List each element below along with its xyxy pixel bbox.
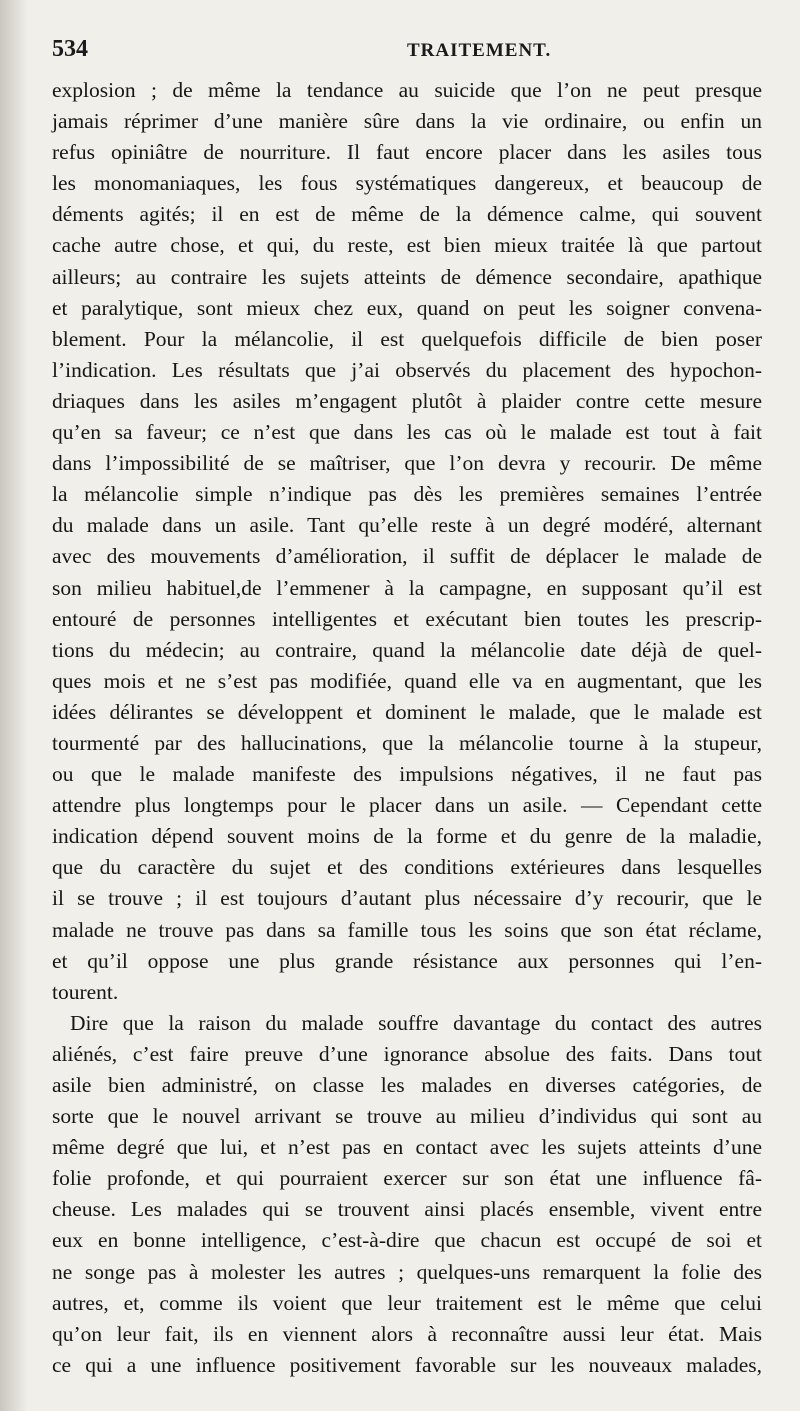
text-line: blement. Pour la mélancolie, il est quelquefois difficile de bien poser	[52, 326, 762, 351]
body-text	[52, 75, 762, 1381]
text-line: idées délirantes se développent et dominent le malade, que le malade est	[52, 699, 762, 724]
text-line: driaques dans les asiles m’engagent plutôt à plaider contre cette mesure	[52, 388, 762, 413]
text-line: l’indication. Les résultats que j’ai observés du placement des hypochon-	[52, 357, 762, 382]
text-line: explosion ; de même la tendance au suicide que l’on ne peut presque	[52, 78, 762, 102]
text-line: même degré que lui, et n’est pas en contact avec les sujets atteints d’une	[52, 1135, 762, 1160]
text-line: son milieu habituel,de l’emmener à la campagne, en supposant qu’il est	[52, 575, 762, 600]
running-head: TRAITEMENT.	[407, 40, 552, 61]
text-line: qu’en sa faveur; ce n’est que dans les cas où le malade est tout à fait	[52, 420, 762, 445]
text-line: et qu’il oppose une plus grande résistance aux personnes qui l’en-	[52, 948, 762, 973]
text-line: indication dépend souvent moins de la forme et du genre de la maladie,	[52, 824, 762, 849]
text-line: que du caractère du sujet et des conditions extérieures dans lesquelles	[52, 855, 762, 880]
text-line: tions du médecin; au contraire, quand la mélancolie date déjà de quel-	[52, 637, 762, 662]
text-line: cheuse. Les malades qui se trouvent ainsi placés ensemble, vivent entre	[52, 1197, 762, 1222]
binding-shadow	[0, 0, 28, 1411]
text-line: Dire que la raison du malade souffre davantage du contact des autres	[70, 1010, 762, 1035]
text-line: ce qui a une influence positivement favorable sur les nouveaux malades,	[52, 1352, 762, 1377]
text-line: tourent.	[52, 979, 119, 1004]
text-line: cache autre chose, et qui, du reste, est bien mieux traitée là que partout	[52, 233, 762, 258]
text-line: ailleurs; au contraire les sujets atteints de démence secondaire, apathique	[52, 264, 762, 289]
text-line: tourmenté par des hallucinations, que la mélancolie tourne à la stupeur,	[52, 730, 762, 755]
text-line: dans l’impossibilité de se maîtriser, que l’on devra y recourir. De même	[52, 451, 762, 476]
text-line: la mélancolie simple n’indique pas dès les premières semaines l’entrée	[52, 482, 762, 507]
text-line: qu’on leur fait, ils en viennent alors à reconnaître aussi leur état. Mais	[52, 1321, 762, 1346]
text-line: et paralytique, sont mieux chez eux, quand on peut les soigner convena-	[52, 295, 762, 320]
text-line: entouré de personnes intelligentes et exécutant bien toutes les prescrip-	[52, 606, 762, 631]
text-line: eux en bonne intelligence, c’est-à-dire que chacun est occupé de soi et	[52, 1228, 762, 1253]
text-line: autres, et, comme ils voient que leur traitement est le même que celui	[52, 1290, 762, 1315]
text-line: aliénés, c’est faire preuve d’une ignorance absolue des faits. Dans tout	[52, 1041, 762, 1066]
text-line: ne songe pas à molester les autres ; quelques-uns remarquent la folie des	[52, 1259, 762, 1284]
text-line: attendre plus longtemps pour le placer dans un asile. — Cependant cette	[52, 793, 762, 818]
text-line: déments agités; il en est de même de la démence calme, qui souvent	[52, 202, 762, 227]
text-line: avec des mouvements d’amélioration, il suffit de déplacer le malade de	[52, 544, 762, 569]
paragraph	[52, 1008, 762, 1381]
text-line: asile bien administré, on classe les malades en diverses catégories, de	[52, 1073, 762, 1097]
text-line: folie profonde, et qui pourraient exercer sur son état une influence fâ-	[52, 1166, 762, 1191]
text-line: sorte que le nouvel arrivant se trouve au milieu d’individus qui sont au	[52, 1104, 762, 1129]
paragraph	[52, 75, 762, 1008]
text-line: du malade dans un asile. Tant qu’elle reste à un degré modéré, alternant	[52, 513, 762, 538]
text-line: les monomaniaques, les fous systématiques dangereux, et beaucoup de	[52, 171, 762, 196]
page-header	[52, 36, 760, 66]
text-line: refus opiniâtre de nourriture. Il faut encore placer dans les asiles tous	[52, 140, 762, 165]
text-line: malade ne trouve pas dans sa famille tous les soins que son état réclame,	[52, 917, 762, 942]
text-line: ou que le malade manifeste des impulsions négatives, il ne faut pas	[52, 762, 762, 787]
text-line: jamais réprimer d’une manière sûre dans la vie ordinaire, ou enfin un	[52, 109, 762, 134]
text-line: il se trouve ; il est toujours d’autant plus nécessaire d’y recourir, que le	[52, 886, 762, 911]
page-number: 534	[52, 36, 88, 62]
text-line: ques mois et ne s’est pas modifiée, quand elle va en augmentant, que les	[52, 668, 762, 693]
